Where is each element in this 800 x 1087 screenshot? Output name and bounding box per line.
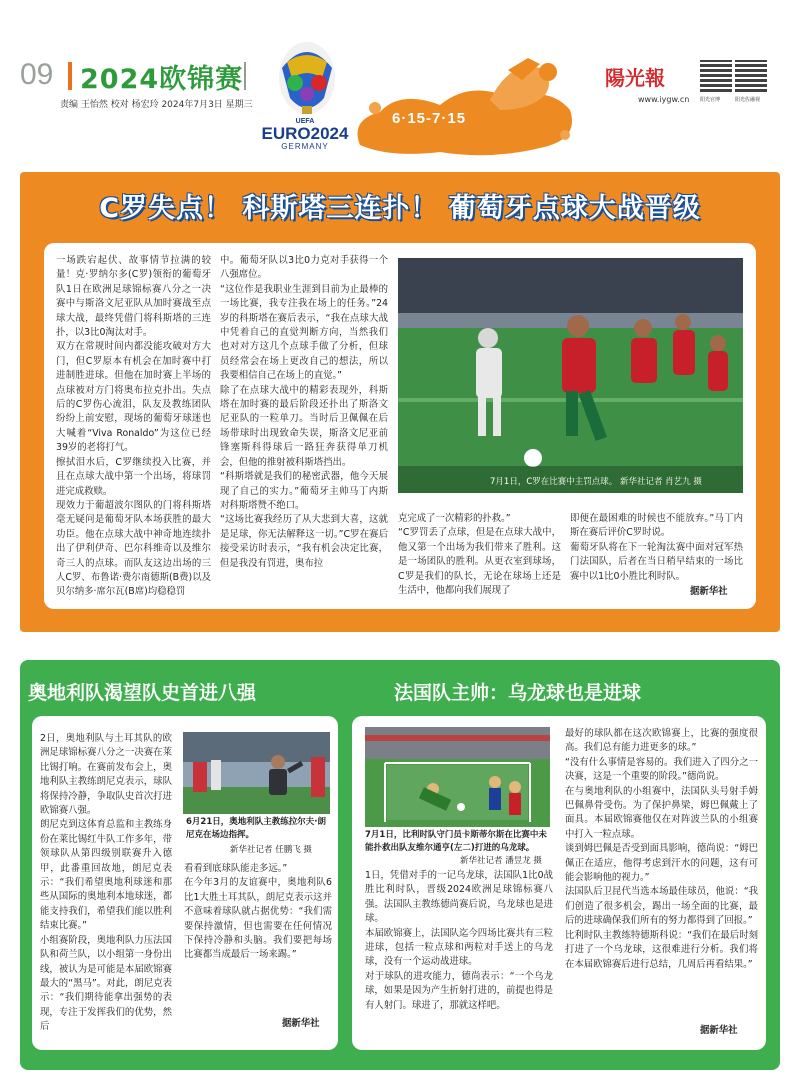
qr-code-icon <box>735 60 767 92</box>
main-story-column-1: 一场跌宕起伏、故事情节拉满的较量！克·罗纳尔多(C罗)领衔的葡萄牙队1日在欧洲足球锦标赛八分之一决赛中与斯洛文尼亚队从加时赛战至点球大战，最终凭借门将科斯塔的三连扑，以3比0淘汰对手。 双方在常规时间内都没能攻破对方大门，但C罗原本有机会在加时赛中打进制胜进球。但他在加时赛上半场的点球被对方门将奥布拉克扑出。失点后的C罗伤心流泪，队友及教练团队纷纷上前安慰，现场的葡萄牙球迷也大喊着“Viva Ronaldo”为这位已经39岁的老将打气。 擦拭泪水后，C罗继续投入比赛，并且在点球大战中第一个出场，将球罚进完成救赎。 现效力于葡超波尔图队的门将科斯塔毫无疑问是葡萄牙队本场获胜的最大功臣。他在点球大战中神奇地连续扑出了伊利伊奇、巴尔科维奇以及维尔奇三人的点球。而队友这边出场的三人C罗、布鲁诺·费尔南德斯(B费)以及贝尔纳多·席尔瓦(B席)均稳稳罚 <box>56 255 211 598</box>
france-column-2: 最好的球队都在这次欧锦赛上，比赛的强度很高。我们总有能力进更多的球。” “没有什么事情是容易的。我们进入了四分之一决赛，这是一个重要的阶段。”德尚说。 在与奥地利队的小组赛中，法国队头号射手姆巴佩鼻骨受伤。为了保护鼻梁，姆巴佩戴上了面具。本届欧锦赛他仅在对阵波兰队的小组赛中打入一粒点球。 谈到姆巴佩是否受到面具影响，德尚说：“姆巴佩正在适应，他得考虑到汗水的问题，这有可能会影响他的视力。” 法国队后卫昆代当选本场最佳球员，他说：“我们创造了很多机会，踢出一场全面的比赛，最后的进球确保我们所有的努力都得到了回报。” 比利时队主教练特德斯科说：“我们在最后时刻打进了一个乌龙球，这很难进行分析。我们将在本届欧锦赛后进行总结，几周后再看结果。” <box>565 728 758 970</box>
austria-signature: 据新华社 <box>282 1018 320 1029</box>
page-number: 09 <box>20 58 54 91</box>
qr-label: 阳光佐融视 <box>735 97 761 103</box>
france-headline: 法国队主帅：乌龙球也是进球 <box>394 682 642 704</box>
rangnick-photo-credit: 新华社记者 任鹏飞 摄 <box>230 845 312 855</box>
credits-line: 责编 王怡然 校对 杨宏玲 2024年7月3日 星期三 <box>60 100 253 110</box>
divider <box>68 62 72 90</box>
main-story-column-4: 即便在最困难的时候也不能放弃。”马丁内斯在赛后评价C罗时说。 葡萄牙队将在下一轮淘汰赛中面对冠军热门法国队，后者在当日稍早结束的一场比赛中以1比0小胜比利时队。 <box>570 513 743 582</box>
austria-column-2: 看看到底球队能走多远。” 在今年3月的友谊赛中，奥地利队6比1大胜土耳其队，朗尼克表示这并不意味着球队就占据优势：“我们需要保持激情，但也需要在任何情况下保持冷静和头脑。我们要把每场比赛都当成最后一场来踢。” <box>184 863 332 961</box>
own-goal-photo <box>365 727 550 827</box>
section-title: 2024欧锦赛 <box>80 64 244 95</box>
rangnick-photo-caption: 6月21日，奥地利队主教练拉尔夫·朗尼克在场边指挥。 <box>186 817 326 840</box>
header-splash-graphic <box>340 50 580 160</box>
divider <box>244 62 246 90</box>
france-signature: 据新华社 <box>700 1025 738 1036</box>
main-story-signature: 据新华社 <box>690 586 728 597</box>
page-header <box>0 0 800 170</box>
newspaper-url: www.iygw.cn <box>638 95 690 104</box>
tournament-dates: 6·15-7·15 <box>392 110 467 127</box>
qr-code-icon <box>700 60 732 92</box>
main-story-column-2: 中。葡萄牙队以3比0力克对手获得一个八强席位。 “这位作是我职业生涯到目前为止最棒的一场比赛，我专注我在场上的任务。”24岁的科斯塔在赛后表示，“我在点球大战中凭着自己的直觉判断方向，当然我们也对对方这几个点球手做了分析，但球员经常会在场上更改自己的想法，所以我要相信自己在场上的直觉。” 除了在点球大战中的精彩表现外，科斯塔在加时赛的最后阶段还扑出了斯洛文尼亚队的一粒单刀。当时后卫佩佩在后场带球时出现致命失误，斯洛文尼亚前锋塞斯科得球后一路狂奔获得单刀机会，但他的推射被科斯塔挡出。 “科斯塔就是我们的秘密武器，他今天展现了自己的实力。”葡萄牙主帅马丁内斯对科斯塔赞不绝口。 “这场比赛我经历了从大悲到大喜，这就是足球，你无法解释这一切。”C罗在赛后接受采访时表示，“我有机会决定比赛，但是我没有罚进，奥布拉 <box>220 255 388 569</box>
rangnick-photo <box>183 732 330 814</box>
main-headline: C罗失点！ 科斯塔三连扑！ 葡萄牙点球大战晋级 <box>99 193 701 224</box>
austria-headline: 奥地利队渴望队史首进八强 <box>28 682 257 704</box>
main-story-column-3: 克完成了一次精彩的扑救。” “C罗罚丢了点球，但是在点球大战中，他又第一个出场为我们带来了胜利。这是一场团队的胜利。从更衣室到球场，C罗是我们的队长，无论在球场上还是生活中，他都向我们展现了 <box>398 513 561 597</box>
own-goal-photo-caption: 7月1日，比利时队守门员卡斯蒂尔斯在比赛中未能扑救出队友维尔通亨(左二)打进的乌龙球。 <box>365 830 547 853</box>
newspaper-logo: 陽光報 <box>605 66 665 90</box>
euro-wordmark: UEFA EURO2024 GERMANY <box>261 118 349 151</box>
photo-caption: 7月1日，C罗在比赛中主罚点球。 新华社记者 肖艺九 摄 <box>490 477 702 487</box>
france-column-1: 1日，凭借对手的一记乌龙球，法国队1比0战胜比利时队，晋级2024欧洲足球锦标赛八强。法国队主教练德尚赛后说，乌龙球也是进球。 本届欧锦赛上，法国队迄今四场比赛共有三粒进球，包括一粒点球和两粒对手送上的乌龙球，没有一个运动战进球。 对于球队的进攻能力，德尚表示：“一个乌龙球，如果是因为产生折射打进的，前提也得是有人射门。球进了，那就这样吧。 <box>365 870 553 1011</box>
own-goal-photo-credit: 新华社记者 潘昱龙 摄 <box>460 856 542 866</box>
austria-column-1: 2日，奥地利队与土耳其队的欧洲足球锦标赛八分之一决赛在莱比锡打响。在赛前发布会上，奥地利队主教练朗尼克表示，球队将保持冷静，争取队史首次打进欧锦赛八强。 朗尼克到这体育总监和主教练身份在莱比锡红牛队工作多年，带领球队从第四级别联赛升入德甲，此番重回故地，朗尼克表示：“我们希望奥地利球迷和那些从国际的奥地利本地球迷，都能支持我们，希望我们能以胜利结束比赛。” 小组赛阶段，奥地利队力压法国队和荷兰队，以小组第一身份出线，被认为是可能是本届欧锦赛最大的“黑马”。对此，朗尼克表示：“我们期待能拿出强势的表现，专注于发挥我们的优势，然后 <box>40 733 172 1033</box>
ronaldo-penalty-photo <box>398 258 743 493</box>
qr-label: 阳光官博 <box>700 97 721 103</box>
